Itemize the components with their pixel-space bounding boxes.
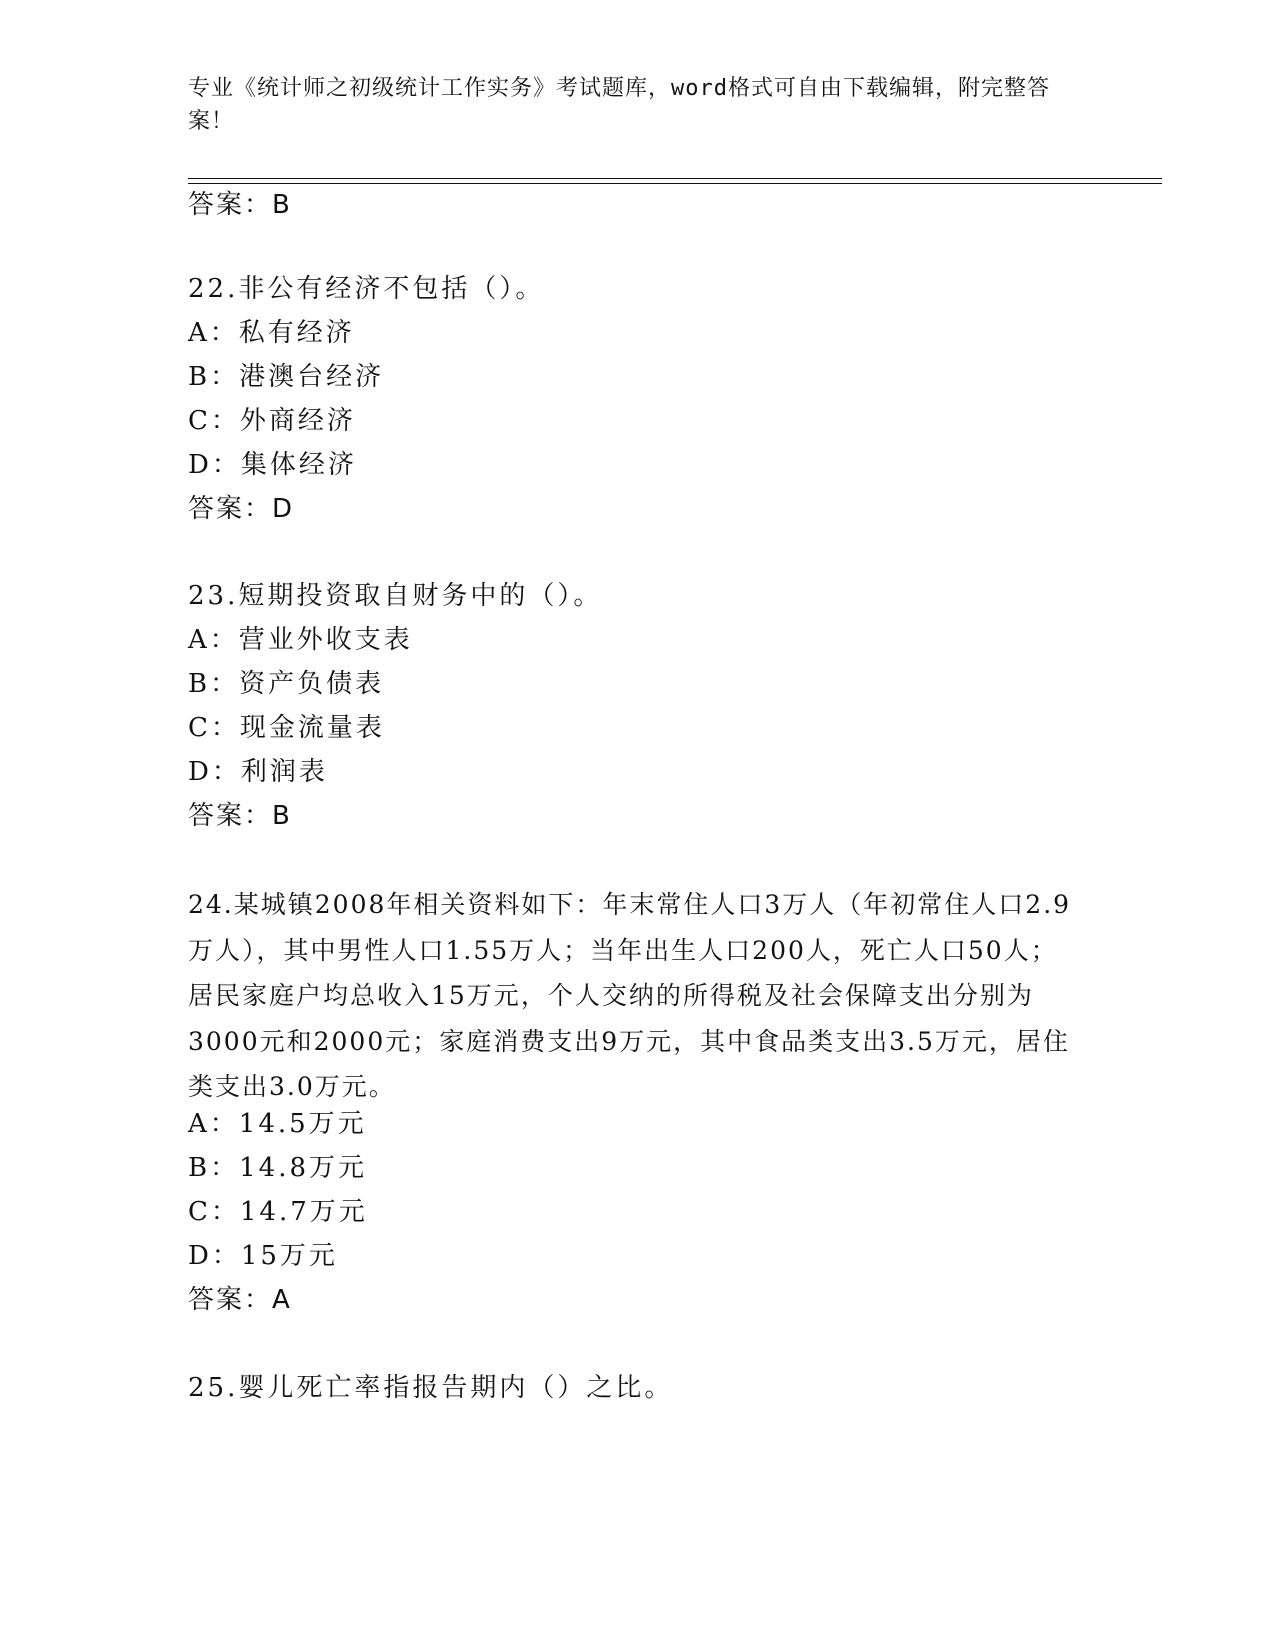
question-24-option-d: D：15万元 (188, 1241, 338, 1271)
answer-q22: 答案：D (188, 494, 295, 524)
question-24-option-c: C：14.7万元 (188, 1197, 368, 1227)
header-rule-top (188, 178, 1162, 179)
question-23-stem: 23.短期投资取自财务中的（）。 (188, 581, 603, 611)
question-23-option-b: B：资产负债表 (188, 669, 385, 699)
header-rule-bottom (188, 183, 1162, 184)
question-23-option-c: C：现金流量表 (188, 713, 385, 743)
question-23-option-d: D：利润表 (188, 757, 328, 787)
answer-q24: 答案：A (188, 1285, 292, 1315)
document-header: 专业《统计师之初级统计工作实务》考试题库，word格式可自由下载编辑，附完整答案！ (188, 76, 1050, 134)
question-22-stem: 22.非公有经济不包括（）。 (188, 274, 545, 304)
question-22-option-d: D：集体经济 (188, 450, 357, 480)
question-24-option-b: B：14.8万元 (188, 1153, 367, 1183)
question-22-option-a: A：私有经济 (188, 318, 355, 348)
question-22-option-c: C：外商经济 (188, 406, 356, 436)
question-24-option-a: A：14.5万元 (188, 1109, 367, 1139)
question-25-stem: 25.婴儿死亡率指报告期内（）之比。 (188, 1373, 674, 1403)
question-22-option-b: B：港澳台经济 (188, 362, 385, 392)
answer-q21: 答案：B (188, 190, 292, 220)
question-24-stem: 24.某城镇2008年相关资料如下：年末常住人口3万人（年初常住人口2.9万人），其中男性人口1.55万人；当年出生人口200人，死亡人口50人；居民家庭户均总收入15万元，个人交纳的所得税及社会保障支出分别为3000元和2000元；家庭消费支出9万元，其中食品类支出3.5万元，居住类支出3.0万元。 (188, 890, 1072, 1102)
question-23-option-a: A：营业外收支表 (188, 625, 413, 655)
answer-q23: 答案：B (188, 801, 292, 831)
